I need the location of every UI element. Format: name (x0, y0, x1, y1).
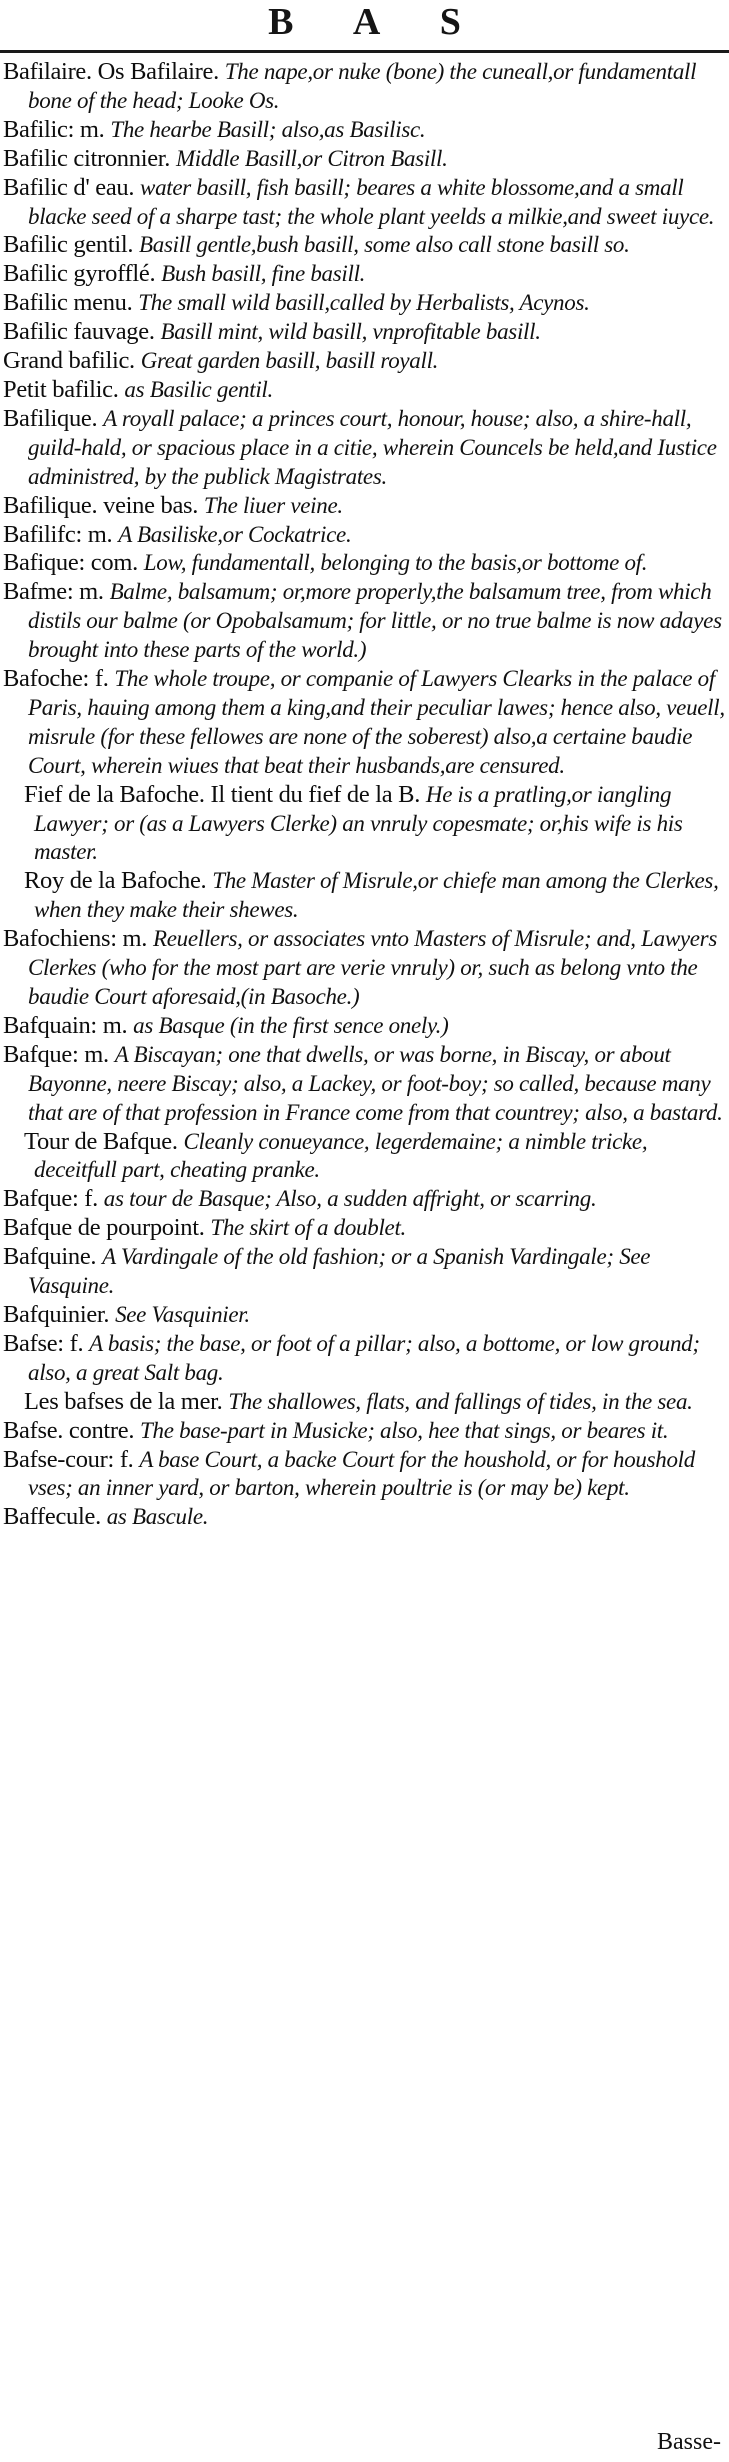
dictionary-entry (0, 1214, 729, 1243)
dictionary-entry (0, 492, 729, 521)
entry-definition: The base-part in Musicke; also, hee that sings, or beares it. (140, 1417, 669, 1443)
entry-headword: Bafilic d' eau. (3, 173, 135, 201)
entry-headword: Bafoche (3, 665, 83, 693)
dictionary-entry (0, 174, 729, 232)
dictionary-entry (0, 781, 729, 868)
dictionary-entry (0, 347, 729, 376)
entry-headword: Bafilic citronnier. (3, 144, 171, 172)
entry-definition: Cleanly conueyance, legerdemaine; a nimble tricke, deceitfull part, cheating pranke. (34, 1128, 648, 1183)
dictionary-entry (0, 58, 729, 116)
entry-grammar: : com. (78, 549, 138, 577)
entry-headword: Bafilic (3, 115, 68, 143)
dictionary-entry (0, 260, 729, 289)
entry-definition: as Bascule. (106, 1504, 209, 1530)
dictionary-entry (0, 1503, 729, 1532)
entry-headword: Bafquinier. (3, 1300, 110, 1328)
entry-headword: Baffecule. (3, 1503, 101, 1531)
entry-definition: See Vasquinier. (115, 1301, 250, 1327)
dictionary-entry (0, 318, 729, 347)
entry-definition: He is a pratling,or iangling Lawyer; or (as a Lawyers Clerke) an vnruly copesmate; or,his wife is his master. (34, 781, 683, 865)
entry-headword: Bafque (3, 1040, 72, 1068)
entry-definition: The liuer veine. (203, 492, 343, 518)
entry-definition: Middle Basill,or Citron Basill. (175, 145, 448, 171)
entry-definition: Basill gentle,bush basill, some also call stone basill so. (139, 232, 630, 258)
entry-headword: Bafilique. veine bas. (3, 491, 199, 519)
dictionary-entry (0, 116, 729, 145)
dictionary-entry (0, 1417, 729, 1446)
dictionary-entry (0, 665, 729, 781)
dictionary-entry (0, 1388, 729, 1417)
dictionary-entry (0, 289, 729, 318)
entry-definition: as Basilic gentil. (124, 376, 273, 402)
dictionary-entry (0, 549, 729, 578)
entry-headword: Bafque (3, 1185, 72, 1213)
dictionary-entry (0, 1330, 729, 1388)
entry-headword: Bafse (3, 1329, 58, 1357)
entry-grammar: : m. (71, 1040, 109, 1068)
entry-grammar: : m. (75, 520, 113, 548)
entry-definition: The small wild basill,called by Herbalists, Acynos. (138, 290, 590, 316)
dictionary-entry (0, 231, 729, 260)
entry-definition: The nape,or nuke (bone) the cuneall,or fundamentall bone of the head; Looke Os. (28, 59, 697, 113)
catchword: Basse- (657, 2429, 721, 2455)
dictionary-entry (0, 1243, 729, 1301)
entry-definition: A Biscayan; one that dwells, or was borne, in Biscay, or about Bayonne, neere Biscay; also, a Lackey, or foot-boy; so called, because many that are of that profession in France come from that countrey; also, a bastard. (28, 1041, 723, 1125)
entry-headword: Bafilic gyrofflé. (3, 260, 156, 288)
entry-headword: Bafilifc (3, 520, 76, 548)
dictionary-entry (0, 1446, 729, 1504)
dictionary-entry (0, 405, 729, 492)
entry-definition: Bush basill, fine basill. (161, 261, 366, 287)
entry-headword: Bafquain (3, 1011, 91, 1039)
entry-grammar: : f. (107, 1445, 134, 1473)
dictionary-entry (0, 1301, 729, 1330)
dictionary-entry (0, 145, 729, 174)
entry-headword: Bafochiens (3, 925, 111, 953)
entry-headword: Bafique (3, 549, 79, 577)
entry-headword: Tour de Bafque. (24, 1127, 178, 1155)
entry-definition: A base Court, a backe Court for the houshold, or for houshold vses; an inner yard, or barton, wherein poultrie is (or may be) kept. (28, 1446, 695, 1501)
entry-headword: Bafse-cour (3, 1445, 108, 1473)
entry-headword: Bafme (3, 578, 67, 606)
entry-headword: Grand bafilic. (3, 347, 135, 375)
dictionary-entry (0, 1012, 729, 1041)
entry-headword: Fief de la Bafoche. Il tient du fief de la B. (24, 780, 421, 808)
entry-grammar: : m. (110, 925, 148, 953)
entry-definition: as Basque (in the first sence onely.) (133, 1012, 449, 1038)
entry-definition: A Vardingale of the old fashion; or a Spanish Vardingale; See Vasquine. (28, 1244, 651, 1299)
entry-definition: water basill, fish basill; beares a white blossome,and a small blacke seed of a sharpe tast; the whole plant yeelds a milkie,and sweet iuyce. (28, 174, 715, 229)
entry-definition: A Basiliske,or Cockatrice. (118, 521, 352, 547)
entry-headword: Bafilic fauvage. (3, 318, 155, 346)
entry-definition: The whole troupe, or companie of Lawyers Clearks in the palace of Paris, hauing among them a king,and their peculiar lawes; hence also, veuell, misrule (for these fellowes are none of the soberest) also,a certaine baudie Court, wherein wiues that beat their husbands,are censured. (28, 666, 725, 778)
dictionary-entry (0, 1128, 729, 1186)
entry-grammar: : m. (66, 578, 104, 606)
dictionary-entry (0, 521, 729, 550)
header-rule (0, 50, 729, 53)
entry-definition: The shallowes, flats, and fallings of tides, in the sea. (228, 1388, 693, 1414)
dictionary-entry (0, 925, 729, 1012)
entry-headword: Bafque de pourpoint. (3, 1214, 205, 1242)
entry-definition: A royall palace; a princes court, honour, house; also, a shire-hall, guild-hald, or spacious place in a citie, wherein Councels be held,and Iustice administred, by the publick Magistrates. (28, 405, 717, 489)
entry-headword: Bafilic gentil. (3, 231, 134, 259)
entry-headword: Bafilaire. Os Bafilaire. (3, 58, 219, 85)
entry-definition: A basis; the base, or foot of a pillar; also, a bottome, or low ground; also, a great Salt bag. (28, 1330, 700, 1385)
entry-definition: The Master of Misrule,or chiefe man among the Clerkes, when they make their shewes. (34, 868, 719, 923)
entry-grammar: : f. (71, 1185, 98, 1213)
dictionary-entry (0, 1185, 729, 1214)
dictionary-entry (0, 867, 729, 925)
running-head: B A S (268, 1, 487, 43)
entry-headword: Les bafses de la mer. (24, 1387, 223, 1415)
entry-headword: Bafquine. (3, 1243, 97, 1271)
entry-definition: The hearbe Basill; also,as Basilisc. (110, 116, 426, 142)
entry-definition: Great garden basill, basill royall. (140, 348, 439, 374)
entry-grammar: : f. (57, 1329, 84, 1357)
entry-definition: as tour de Basque; Also, a sudden affright, or scarring. (103, 1186, 597, 1212)
entry-headword: Petit bafilic. (3, 375, 119, 403)
entry-headword: Roy de la Bafoche. (24, 867, 207, 895)
page-header (0, 0, 729, 52)
entry-grammar: : m. (67, 115, 105, 143)
entry-definition: The skirt of a doublet. (210, 1215, 406, 1241)
dictionary-entry (0, 578, 729, 665)
dictionary-entry (0, 1041, 729, 1128)
entry-headword: Bafilique. (3, 404, 98, 432)
entry-headword: Bafilic menu. (3, 289, 133, 317)
entry-headword: Bafse. contre. (3, 1416, 135, 1444)
dictionary-entry (0, 376, 729, 405)
entry-definition: Balme, balsamum; or,more properly,the balsamum tree, from which distils our balme (or Opobalsamum; for little, or no true balme is now adayes brought into these parts of the world.) (28, 579, 722, 663)
dictionary-entries (0, 58, 729, 1532)
entry-definition: Low, fundamentall, belonging to the basis,or bottome of. (143, 550, 648, 576)
entry-grammar: : f. (82, 665, 109, 693)
entry-definition: Reuellers, or associates vnto Masters of Misrule; and, Lawyers Clerkes (who for the most part are verie vnruly) or, such as belong vnto the baudie Court aforesaid,(in Basoche.) (28, 926, 717, 1009)
entry-grammar: : m. (90, 1011, 128, 1039)
entry-definition: Basill mint, wild basill, vnprofitable basill. (160, 319, 541, 345)
